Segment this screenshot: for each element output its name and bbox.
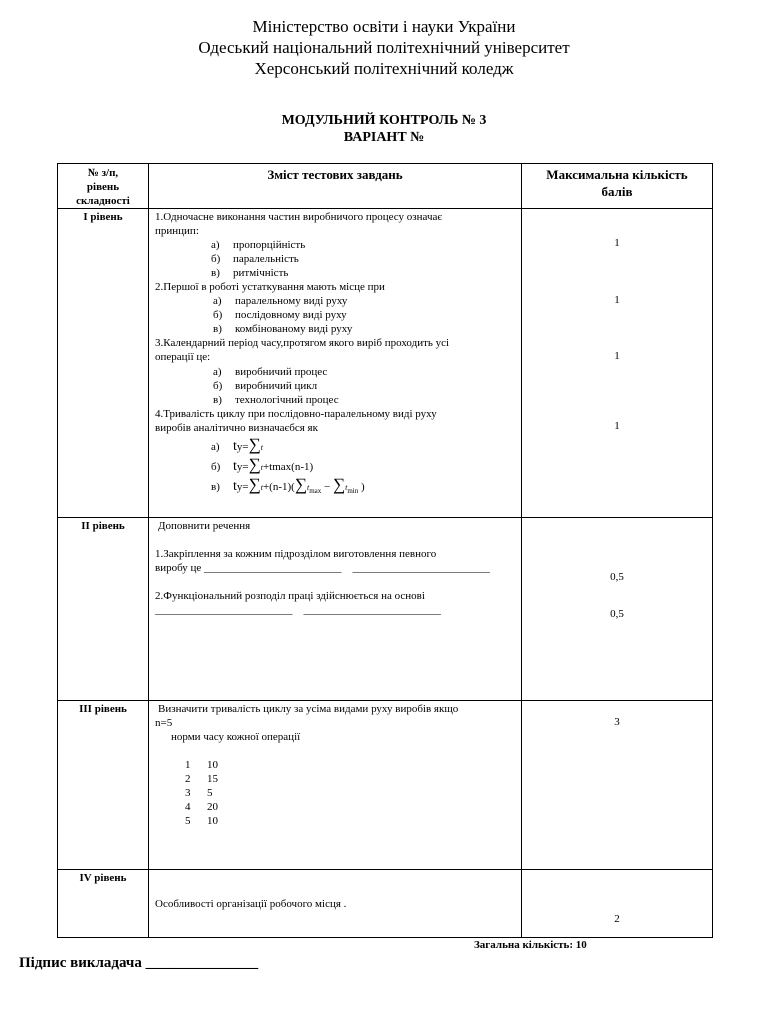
test-table <box>57 163 713 938</box>
points-q3: 1 <box>614 350 620 362</box>
l1-q1-opt-b <box>155 252 517 266</box>
opt-text: паралельному виді руху <box>235 295 348 307</box>
l2-q2-line2 <box>155 603 517 617</box>
opt-text: послідовному виді руху <box>235 309 347 321</box>
formula-close: ) <box>360 481 365 493</box>
level4-content <box>149 870 522 938</box>
l1-q2-text: 2.Першої в роботі устаткування мають місце при <box>155 281 385 293</box>
col1-header-line3: складності <box>76 195 130 207</box>
opt-letter: б) <box>213 309 223 321</box>
l3-row-3 <box>155 786 517 800</box>
formula-t: t <box>233 459 237 474</box>
formula-y: y= <box>236 441 249 453</box>
level2-label: ІІ рівень <box>58 518 149 701</box>
opt-letter: б) <box>211 461 221 473</box>
blank-line: _________________________ <box>204 562 342 574</box>
formula-ti: t <box>260 483 263 492</box>
document-title <box>0 112 768 146</box>
op-time: 5 <box>207 787 213 799</box>
formula-y: y= <box>236 481 249 493</box>
opt-letter: а) <box>213 295 222 307</box>
sigma-symbol: ∑ <box>248 455 261 474</box>
header-line-ministry: Міністерство освіти і науки України <box>252 17 516 36</box>
formula-ti: t <box>345 483 348 492</box>
level4-points <box>522 870 713 938</box>
op-number: 1 <box>185 759 191 771</box>
opt-letter: в) <box>213 323 222 335</box>
title-variant: ВАРІАНТ № <box>343 130 425 145</box>
l4-q-text: Особливості організації робочого місця . <box>155 898 347 910</box>
level4-row <box>58 870 713 938</box>
opt-text: виробничий процес <box>235 366 328 378</box>
op-number: 3 <box>185 787 191 799</box>
formula-t: t <box>233 439 237 454</box>
sigma-symbol: ∑ <box>248 475 261 494</box>
l3-q-text2: n=5 <box>155 717 173 729</box>
l1-q4-text: 4.Тривалість циклу при послідовно-паралельному виді руху <box>155 408 437 420</box>
opt-letter: а) <box>213 366 222 378</box>
formula-b-tail: +tmax(n-1) <box>262 461 314 473</box>
l2-intro: Доповнити речення <box>158 520 251 532</box>
l1-q1-opt-a <box>155 238 517 252</box>
opt-letter: в) <box>211 267 220 279</box>
formula-c <box>155 475 517 495</box>
level1-label: І рівень <box>58 209 149 518</box>
points-q4: 1 <box>614 420 620 432</box>
teacher-signature: Підпис викладача _______________ <box>19 955 259 971</box>
opt-letter: в) <box>213 394 222 406</box>
l2-q1-text: 1.Закріплення за кожним підрозділом виготовлення певного <box>155 548 437 560</box>
points-l4: 2 <box>614 913 620 925</box>
level1-row <box>58 209 713 518</box>
opt-text: ритмічність <box>233 267 289 279</box>
l1-q1-opt-c <box>155 266 517 280</box>
level3-label: ІІІ рівень <box>58 701 149 870</box>
formula-c-mid: +(n-1)( <box>262 481 295 493</box>
l1-q3-opt-a <box>155 365 517 379</box>
level1-content <box>149 209 522 518</box>
formula-max: max <box>309 487 322 496</box>
points-q1: 1 <box>614 237 620 249</box>
opt-text: виробничий цикл <box>235 380 318 392</box>
sigma-symbol: ∑ <box>294 475 307 494</box>
formula-ti: t <box>260 443 263 452</box>
blank-line: _________________________ <box>352 562 491 574</box>
formula-ti: t <box>260 463 263 472</box>
points-l2-q2: 0,5 <box>610 608 624 620</box>
col3-header-line1: Максимальна кількість <box>546 167 688 182</box>
l3-row-2 <box>155 772 517 786</box>
opt-text: паралельність <box>233 253 299 265</box>
col1-header-line2: рівень <box>86 181 120 193</box>
ministry-header <box>0 16 768 79</box>
l2-q2-text: 2.Функціональний розподіл праці здійснюється на основі <box>155 590 425 602</box>
l1-q2-opt-c <box>155 322 517 336</box>
op-time: 10 <box>207 759 218 771</box>
blank-line: _________________________ <box>303 604 441 616</box>
level2-points <box>522 518 713 701</box>
op-time: 20 <box>207 801 218 813</box>
col-content-header: Зміст тестових завдань <box>149 164 522 209</box>
formula-a <box>155 435 517 455</box>
points-l3: 3 <box>614 716 620 728</box>
points-l2-q1: 0,5 <box>610 571 624 583</box>
blank-line: _________________________ <box>155 604 293 616</box>
formula-ti: t <box>306 483 310 492</box>
points-q2: 1 <box>614 294 620 306</box>
level2-row <box>58 518 713 701</box>
op-number: 5 <box>185 815 191 827</box>
opt-text: технологічний процес <box>235 394 339 406</box>
l1-q3-opt-c <box>155 393 517 407</box>
op-time: 10 <box>207 815 218 827</box>
table-header-row <box>58 164 713 209</box>
level3-content <box>149 701 522 870</box>
level3-row <box>58 701 713 870</box>
level4-label: IV рівень <box>58 870 149 938</box>
l1-q2-opt-a <box>155 294 517 308</box>
l1-q1-text2: принцип: <box>155 225 199 237</box>
l3-row-1 <box>155 758 517 772</box>
col-number-header <box>58 164 149 209</box>
level1-points <box>522 209 713 518</box>
level3-points <box>522 701 713 870</box>
l2-q1-text2: виробу це <box>155 562 202 574</box>
l1-q4-text2: виробів аналітично визначаєбся як <box>155 422 318 434</box>
opt-letter: а) <box>211 441 220 453</box>
l1-q2-opt-b <box>155 308 517 322</box>
opt-letter: б) <box>211 253 221 265</box>
col3-header-line2: балів <box>601 184 633 199</box>
opt-letter: б) <box>213 380 223 392</box>
l3-q-text3: норми часу кожної операції <box>171 731 301 743</box>
header-line-college: Херсонський політехнічний коледж <box>254 59 514 78</box>
l3-row-5 <box>155 814 517 828</box>
op-time: 15 <box>207 773 218 785</box>
l1-q3-opt-b <box>155 379 517 393</box>
l3-q-text: Визначити тривалість циклу за усіма видами руху виробів якщо <box>158 703 459 715</box>
level2-content <box>149 518 522 701</box>
l1-q3-text2: операції це: <box>155 351 211 363</box>
opt-letter: в) <box>211 481 220 493</box>
sigma-symbol: ∑ <box>332 475 346 494</box>
l3-row-4 <box>155 800 517 814</box>
formula-y: y= <box>236 461 249 473</box>
op-number: 4 <box>185 801 191 813</box>
sigma-symbol: ∑ <box>248 435 261 454</box>
formula-min: min <box>347 487 359 496</box>
opt-letter: а) <box>211 239 220 251</box>
header-line-university: Одеський національний політехнічний університет <box>198 38 570 57</box>
l1-q3-text: 3.Календарний період часу,протягом якого виріб проходить усі <box>155 337 450 349</box>
title-module-control: МОДУЛЬНИЙ КОНТРОЛЬ № 3 <box>281 113 487 128</box>
op-number: 2 <box>185 773 191 785</box>
l1-q1-text: 1.Одночасне виконання частин виробничого процесу означає <box>155 211 443 223</box>
formula-b <box>155 455 517 475</box>
total-points: Загальна кількість: 10 <box>474 939 587 951</box>
col1-header-line1: № з/п, <box>87 167 119 179</box>
col-points-header <box>522 164 713 209</box>
opt-text: комбінованому виді руху <box>235 323 353 335</box>
l2-q1-line2 <box>155 561 517 575</box>
opt-text: пропорційність <box>233 239 306 251</box>
formula-minus: − <box>324 481 331 493</box>
formula-t: t <box>233 479 237 494</box>
